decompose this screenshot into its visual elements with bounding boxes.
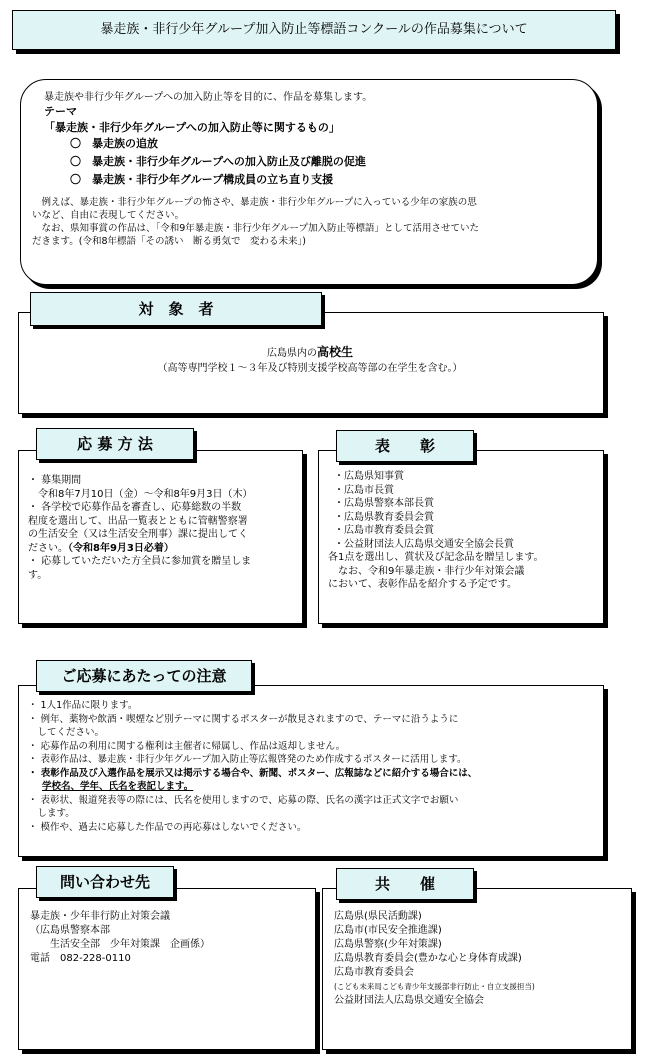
- method-line: す。: [28, 569, 48, 581]
- intro-content: [44, 92, 372, 186]
- intro-para2-line1: なお、県知事賞の作品は、「令和9年暴走族・非行少年グループ加入防止等標語」として活用させていた: [32, 223, 480, 234]
- contact-phone: 電話 082-228-0110: [30, 953, 131, 964]
- organizer-line: 公益財団法人広島県交通安全協会: [334, 995, 484, 1006]
- method-line: の生活安全（又は生活安全刑事）課に提出してく: [28, 529, 248, 540]
- target-line2: （高等専門学校１～３年及び特別支援学校高等部の在学生を含む。）: [157, 363, 463, 374]
- intro-lead: 暴走族や非行少年グループへの加入防止等を目的に、作品を募集します。: [44, 92, 373, 103]
- theme-main: 「暴走族・非行少年グループへの加入防止等に関するもの」: [44, 121, 340, 134]
- contact-heading: 問い合わせ先: [59, 873, 150, 891]
- target-line1-pre: 広島県内の: [266, 348, 317, 359]
- notes-line: ・ 応募作品の利用に関する権利は主催者に帰属し、作品は返却しません。: [28, 740, 346, 752]
- awards-line: ・広島市教育委員会賞: [334, 525, 434, 536]
- organizer-line: 広島県教育委員会(豊かな心と身体育成課): [334, 953, 522, 964]
- page-title: 暴走族・非行少年グループ加入防止等標語コンクールの作品募集について: [100, 22, 528, 37]
- intro-para1-line1: 例えば、暴走族・非行少年グループの怖さや、暴走族・非行少年グループに入っている少年の家族の思: [32, 197, 477, 208]
- organizers-heading-tab: [336, 868, 474, 900]
- awards-line: ・公益財団法人広島県交通安全協会長賞: [334, 538, 514, 550]
- intro-paragraphs: [32, 196, 479, 248]
- organizer-line: 広島市教育委員会: [334, 967, 414, 978]
- contact-line: （広島県警察本部: [30, 925, 110, 936]
- awards-line: 各1点を選出し、賞状及び記念品を贈呈します。: [328, 552, 544, 563]
- awards-heading-tab: [336, 430, 474, 462]
- method-heading-tab: [36, 428, 194, 460]
- contact-line: 生活安全部 少年対策課 企画係）: [30, 939, 210, 950]
- notes-line: ・ 1人1作品に限ります。: [28, 700, 138, 711]
- organizer-line: 広島県(県民活動課): [334, 911, 422, 922]
- method-deadline: （令和8年9月3日必着）: [68, 542, 174, 554]
- target-high-school: 高校生: [316, 345, 353, 359]
- intro-para2-line2: だきます。(令和8年標語「その誘い 断る勇気で 変わる未来」): [32, 236, 306, 247]
- contact-content: [30, 910, 210, 966]
- awards-line: ・広島県知事賞: [334, 471, 404, 482]
- organizers-heading: 共 催: [374, 875, 435, 893]
- organizer-line: 広島市(市民安全推進課): [334, 925, 442, 936]
- awards-heading: 表 彰: [374, 437, 435, 455]
- intro-para1-line2: いなど、自由に表現してください。: [32, 210, 185, 221]
- method-line: 程度を選出して、出品一覧表とともに管轄警察署: [28, 515, 248, 527]
- organizer-note: (こども未来局こども青少年支援部非行防止・自立支援担当): [334, 982, 535, 991]
- notes-line: ・ 模作や、過去に応募した作品での再応募はしないでください。: [28, 821, 307, 833]
- target-heading: 対 象 者: [138, 300, 214, 318]
- method-line: ・ 募集期間: [28, 475, 82, 486]
- target-heading-tab: [30, 292, 322, 326]
- notes-line: ・ 例年、薬物や飲酒・喫煙など別テーマに関するポスターが散見されますので、テーマに沿うように: [28, 713, 459, 725]
- awards-line: ・広島県教育委員会賞: [334, 511, 434, 523]
- awards-line: なお、令和9年暴走族・非行少年対策会議: [328, 565, 525, 577]
- awards-line: ・広島市長賞: [334, 484, 394, 496]
- method-line: ださい。: [28, 542, 68, 554]
- organizers-content: [334, 910, 535, 1008]
- target-content: [18, 346, 602, 375]
- notes-heading-tab: [36, 660, 252, 692]
- theme-bullet-2: 〇 暴走族・非行少年グループへの加入防止及び離脱の促進: [70, 155, 366, 168]
- notes-line: ・ 表彰作品は、暴走族・非行少年グループ加入防止等広報啓発のため作成するポスターに活用します。: [28, 754, 467, 765]
- notes-line: します。: [28, 808, 75, 819]
- contact-line: 暴走族・少年非行防止対策会議: [30, 911, 170, 922]
- notes-bold-line2: 学校名、学年、氏名を表記します。: [42, 781, 194, 792]
- method-line: ・ 各学校で応募作品を審査し、応募総数の半数: [28, 502, 242, 513]
- method-content: [28, 474, 253, 582]
- theme-label: テーマ: [44, 105, 77, 118]
- theme-bullet-3: 〇 暴走族・非行少年グループ構成員の立ち直り支援: [70, 173, 334, 186]
- notes-line: ・ 表彰状、報道発表等の際には、氏名を使用しますので、応募の際、氏名の漢字は正式文字でお願い: [28, 794, 459, 806]
- method-heading: 応 募 方 法: [77, 435, 153, 453]
- theme-bullet-1: 〇 暴走族の追放: [70, 137, 158, 150]
- notes-content: [28, 699, 477, 834]
- method-line: 令和8年7月10日（金）～令和8年9月3日（木）: [28, 488, 253, 500]
- method-line: ・ 応募していただいた方全員に参加賞を贈呈しま: [28, 556, 252, 567]
- awards-line: ・広島県警察本部長賞: [334, 498, 434, 509]
- notes-heading: ご応募にあたっての注意: [61, 667, 227, 685]
- contact-heading-tab: [36, 866, 174, 898]
- awards-line: において、表彰作品を紹介する予定です。: [328, 579, 517, 590]
- title-bar: [12, 10, 616, 50]
- awards-content: [328, 470, 544, 592]
- notes-bold-line1: ・ 表彰作品及び入選作品を展示又は掲示する場合や、新聞、ポスター、広報誌などに紹介する場合には、: [28, 767, 478, 779]
- organizer-line: 広島県警察(少年対策課): [334, 939, 442, 950]
- notes-line: してください。: [28, 727, 105, 738]
